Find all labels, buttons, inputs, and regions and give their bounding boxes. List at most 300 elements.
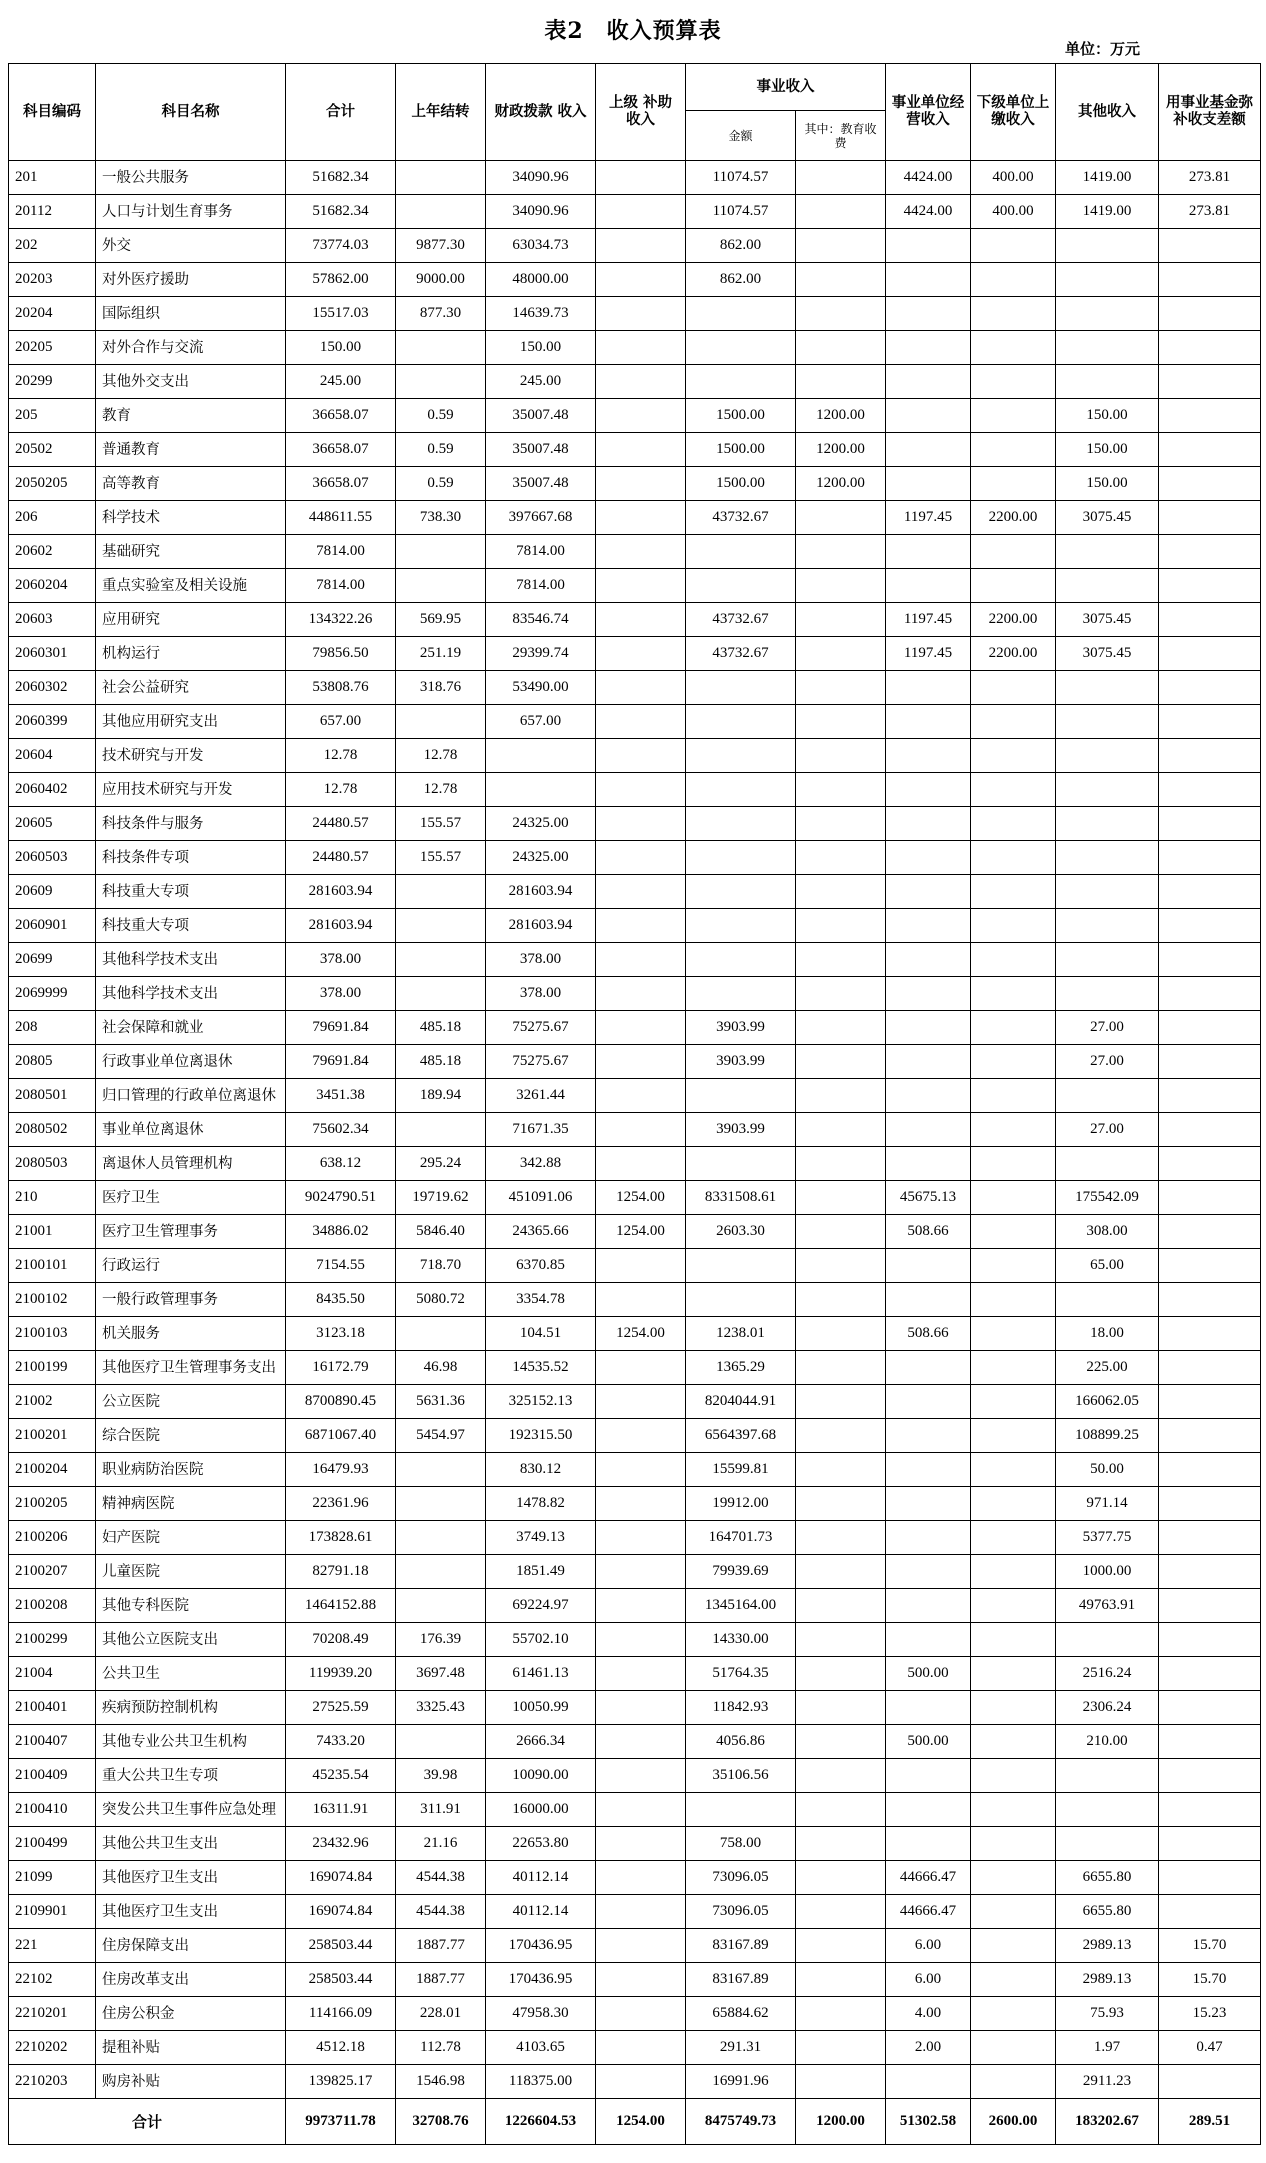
row-value: 18.00 [1056,1317,1159,1351]
row-value: 43732.67 [686,637,796,671]
row-value [1159,365,1261,399]
row-value [396,1555,486,1589]
row-value: 155.57 [396,841,486,875]
row-code: 2060901 [9,909,96,943]
row-value: 35007.48 [486,433,596,467]
row-value [1056,365,1159,399]
row-value [971,739,1056,773]
row-value: 65884.62 [686,1997,796,2031]
row-name: 其他公立医院支出 [96,1623,286,1657]
row-value [1159,1487,1261,1521]
row-value [886,1521,971,1555]
row-name: 科技重大专项 [96,909,286,943]
row-code: 2100499 [9,1827,96,1861]
row-value: 2306.24 [1056,1691,1159,1725]
row-value [1056,739,1159,773]
table-row [9,1453,1261,1487]
table-row [9,501,1261,535]
row-value: 16991.96 [686,2065,796,2099]
row-value: 738.30 [396,501,486,535]
row-value: 82791.18 [286,1555,396,1589]
table-row [9,1555,1261,1589]
row-value [1159,807,1261,841]
row-code: 2210202 [9,2031,96,2065]
row-value [796,909,886,943]
row-value [796,161,886,195]
row-name: 其他专科医院 [96,1589,286,1623]
row-value: 73096.05 [686,1861,796,1895]
row-value: 50.00 [1056,1453,1159,1487]
row-value [1159,943,1261,977]
row-value [796,1589,886,1623]
row-value [596,943,686,977]
row-value [396,365,486,399]
row-name: 离退休人员管理机构 [96,1147,286,1181]
row-value [886,807,971,841]
row-value: 108899.25 [1056,1419,1159,1453]
row-value: 7814.00 [486,535,596,569]
row-value [686,297,796,331]
row-code: 21001 [9,1215,96,1249]
row-name: 机关服务 [96,1317,286,1351]
row-value [596,909,686,943]
row-value: 258503.44 [286,1929,396,1963]
row-value [796,603,886,637]
row-value [1056,229,1159,263]
row-value: 8700890.45 [286,1385,396,1419]
table-row [9,875,1261,909]
row-value [396,1521,486,1555]
row-name: 住房改革支出 [96,1963,286,1997]
totals-row [9,2099,1261,2145]
row-value [1159,705,1261,739]
table-row [9,229,1261,263]
row-name: 社会公益研究 [96,671,286,705]
row-value: 36658.07 [286,433,396,467]
row-name: 人口与计划生育事务 [96,195,286,229]
row-value [596,1725,686,1759]
row-value [886,909,971,943]
row-value: 1887.77 [396,1929,486,1963]
totals-cell: 183202.67 [1056,2099,1159,2145]
table-title: 表2 收入预算表 [544,18,722,44]
row-value: 1.97 [1056,2031,1159,2065]
row-value: 862.00 [686,229,796,263]
row-value [1159,739,1261,773]
row-value [1056,331,1159,365]
totals-cell: 32708.76 [396,2099,486,2145]
table-row [9,1657,1261,1691]
totals-cell: 8475749.73 [686,2099,796,2145]
row-value [686,1793,796,1827]
row-code: 2100201 [9,1419,96,1453]
row-value [686,535,796,569]
row-value: 1200.00 [796,433,886,467]
row-value [396,1113,486,1147]
row-value [596,807,686,841]
row-value [971,535,1056,569]
row-code: 20602 [9,535,96,569]
totals-cell: 51302.58 [886,2099,971,2145]
table-row [9,1521,1261,1555]
row-value [971,1249,1056,1283]
row-value [971,1487,1056,1521]
table-row [9,1623,1261,1657]
row-value [971,1419,1056,1453]
table-row [9,1385,1261,1419]
row-name: 社会保障和就业 [96,1011,286,1045]
row-value: 1500.00 [686,467,796,501]
table-row [9,569,1261,603]
row-value [686,1147,796,1181]
row-value [596,263,686,297]
row-value [1159,1045,1261,1079]
row-name: 应用研究 [96,603,286,637]
row-value [971,1181,1056,1215]
row-value [971,1113,1056,1147]
row-code: 20805 [9,1045,96,1079]
row-value [971,773,1056,807]
row-code: 2210203 [9,2065,96,2099]
row-value [596,1385,686,1419]
row-value [396,161,486,195]
row-code: 2100205 [9,1487,96,1521]
row-value: 281603.94 [286,909,396,943]
table-row [9,331,1261,365]
row-value [796,1215,886,1249]
row-value [596,1555,686,1589]
row-value: 29399.74 [486,637,596,671]
row-value: 4056.86 [686,1725,796,1759]
row-value [886,1691,971,1725]
row-value [686,705,796,739]
table-row [9,2065,1261,2099]
row-value [1159,909,1261,943]
row-value: 400.00 [971,161,1056,195]
row-value [1159,1419,1261,1453]
row-value: 0.59 [396,399,486,433]
row-value [796,1079,886,1113]
row-value [796,1793,886,1827]
row-code: 2100103 [9,1317,96,1351]
row-value [971,1147,1056,1181]
row-value [796,1623,886,1657]
row-value: 7433.20 [286,1725,396,1759]
totals-cell: 1254.00 [596,2099,686,2145]
row-value [596,1079,686,1113]
table-row [9,1725,1261,1759]
row-value [596,1895,686,1929]
table-row [9,1759,1261,1793]
row-value: 7814.00 [486,569,596,603]
totals-cell: 1200.00 [796,2099,886,2145]
row-code: 20205 [9,331,96,365]
header-operating: 事业单位经营收入 [886,64,971,161]
row-value [686,365,796,399]
row-value: 3261.44 [486,1079,596,1113]
row-value [796,977,886,1011]
row-value [886,1623,971,1657]
row-value [1159,637,1261,671]
row-value [971,1079,1056,1113]
row-value [1159,1385,1261,1419]
row-value: 170436.95 [486,1929,596,1963]
row-value [1159,1555,1261,1589]
row-code: 20603 [9,603,96,637]
row-value [796,1351,886,1385]
row-code: 2100208 [9,1589,96,1623]
row-value: 19719.62 [396,1181,486,1215]
row-value [396,535,486,569]
row-value [596,1249,686,1283]
row-value [486,739,596,773]
row-value [886,739,971,773]
row-value: 11842.93 [686,1691,796,1725]
row-value: 16311.91 [286,1793,396,1827]
row-value: 5846.40 [396,1215,486,1249]
row-code: 2050205 [9,467,96,501]
row-value: 6.00 [886,1963,971,1997]
row-value: 1500.00 [686,433,796,467]
row-value [1159,773,1261,807]
row-name: 重大公共卫生专项 [96,1759,286,1793]
table-row [9,603,1261,637]
table-row [9,705,1261,739]
row-value [1159,569,1261,603]
row-value [396,1317,486,1351]
row-value: 6370.85 [486,1249,596,1283]
row-value [886,1011,971,1045]
row-name: 一般行政管理事务 [96,1283,286,1317]
row-value [1159,1691,1261,1725]
row-value: 971.14 [1056,1487,1159,1521]
row-code: 2100206 [9,1521,96,1555]
header-carryover: 上年结转 [396,64,486,161]
totals-cell: 289.51 [1159,2099,1261,2145]
row-value: 0.59 [396,467,486,501]
row-value: 342.88 [486,1147,596,1181]
row-value: 4544.38 [396,1895,486,1929]
row-code: 2100409 [9,1759,96,1793]
row-value [596,2031,686,2065]
row-value: 75275.67 [486,1011,596,1045]
row-value [971,1827,1056,1861]
row-value [1159,229,1261,263]
row-value: 21.16 [396,1827,486,1861]
row-value [971,943,1056,977]
row-value: 155.57 [396,807,486,841]
row-code: 2060204 [9,569,96,603]
header-code: 科目编码 [9,64,96,161]
row-value: 281603.94 [486,909,596,943]
row-value: 378.00 [486,977,596,1011]
row-value [796,195,886,229]
row-value: 15517.03 [286,297,396,331]
row-value: 245.00 [286,365,396,399]
row-code: 22102 [9,1963,96,1997]
row-value: 3075.45 [1056,637,1159,671]
table-row [9,943,1261,977]
totals-cell: 1226604.53 [486,2099,596,2145]
unit-label: 单位：万元 [1065,40,1141,58]
row-value [396,569,486,603]
row-value: 2516.24 [1056,1657,1159,1691]
row-value [1056,1759,1159,1793]
table-row [9,433,1261,467]
row-value: 23432.96 [286,1827,396,1861]
row-value: 150.00 [486,331,596,365]
row-value: 4512.18 [286,2031,396,2065]
row-value [971,1623,1056,1657]
row-value: 34886.02 [286,1215,396,1249]
row-value: 1200.00 [796,399,886,433]
row-value: 61461.13 [486,1657,596,1691]
row-name: 医疗卫生管理事务 [96,1215,286,1249]
header-total: 合计 [286,64,396,161]
row-value: 14330.00 [686,1623,796,1657]
row-value: 569.95 [396,603,486,637]
table-row [9,1011,1261,1045]
row-value [796,705,886,739]
row-value: 27.00 [1056,1011,1159,1045]
row-value: 1546.98 [396,2065,486,2099]
row-value: 1254.00 [596,1181,686,1215]
row-value: 10090.00 [486,1759,596,1793]
row-value [886,1045,971,1079]
row-value [886,1759,971,1793]
row-value [796,1759,886,1793]
row-value [1159,875,1261,909]
row-code: 21099 [9,1861,96,1895]
row-value: 189.94 [396,1079,486,1113]
row-value [971,331,1056,365]
row-value [971,297,1056,331]
row-value: 114166.09 [286,1997,396,2031]
table-row [9,1249,1261,1283]
row-value [596,535,686,569]
row-value [796,1997,886,2031]
row-value [596,1487,686,1521]
row-value: 35007.48 [486,399,596,433]
row-value: 5377.75 [1056,1521,1159,1555]
row-value [971,1929,1056,1963]
row-value [796,1045,886,1079]
row-value [886,1487,971,1521]
row-name: 突发公共卫生事件应急处理 [96,1793,286,1827]
row-value: 1197.45 [886,637,971,671]
row-value: 862.00 [686,263,796,297]
row-value: 2989.13 [1056,1929,1159,1963]
row-value [886,1147,971,1181]
row-value [971,467,1056,501]
table-row [9,1929,1261,1963]
table-row [9,671,1261,705]
row-name: 其他专业公共卫生机构 [96,1725,286,1759]
row-name: 职业病防治医院 [96,1453,286,1487]
row-value: 3903.99 [686,1045,796,1079]
row-value [796,841,886,875]
table-row [9,1861,1261,1895]
row-value [971,569,1056,603]
row-value [596,977,686,1011]
row-value [796,297,886,331]
row-value [796,1147,886,1181]
row-value [1159,399,1261,433]
row-value [971,671,1056,705]
row-value [596,161,686,195]
table-body [9,161,1261,2099]
row-name: 教育 [96,399,286,433]
row-value: 1254.00 [596,1215,686,1249]
row-value: 378.00 [286,977,396,1011]
row-value [796,1963,886,1997]
row-name: 其他应用研究支出 [96,705,286,739]
row-value: 1478.82 [486,1487,596,1521]
row-value: 57862.00 [286,263,396,297]
row-value [596,1691,686,1725]
row-value [596,739,686,773]
row-value [596,1351,686,1385]
row-value: 36658.07 [286,467,396,501]
row-value: 79856.50 [286,637,396,671]
row-value: 1345164.00 [686,1589,796,1623]
income-budget-table [8,63,1261,2145]
row-value [886,671,971,705]
table-row [9,1079,1261,1113]
row-name: 技术研究与开发 [96,739,286,773]
row-value [1159,501,1261,535]
row-code: 210 [9,1181,96,1215]
row-value [1159,1147,1261,1181]
row-value: 16000.00 [486,1793,596,1827]
row-value: 16479.93 [286,1453,396,1487]
row-value [796,1283,886,1317]
row-value [886,569,971,603]
row-value: 75602.34 [286,1113,396,1147]
row-value: 1254.00 [596,1317,686,1351]
row-value: 6.00 [886,1929,971,1963]
row-value [1056,943,1159,977]
header-fiscal: 财政拨款 收入 [486,64,596,161]
row-value [971,1283,1056,1317]
row-value [886,467,971,501]
row-code: 20604 [9,739,96,773]
header-other: 其他收入 [1056,64,1159,161]
row-value: 1197.45 [886,603,971,637]
row-value [1159,1521,1261,1555]
row-value [596,1147,686,1181]
row-value [971,365,1056,399]
row-value: 9024790.51 [286,1181,396,1215]
table-row [9,1589,1261,1623]
row-value: 73096.05 [686,1895,796,1929]
row-value [396,705,486,739]
row-value: 3697.48 [396,1657,486,1691]
row-value: 0.47 [1159,2031,1261,2065]
row-name: 行政事业单位离退休 [96,1045,286,1079]
row-value [886,433,971,467]
row-value: 7814.00 [286,569,396,603]
row-value [796,1181,886,1215]
row-value: 43732.67 [686,501,796,535]
row-value [596,1419,686,1453]
row-value [971,263,1056,297]
row-value: 2200.00 [971,603,1056,637]
row-value: 1200.00 [796,467,886,501]
row-code: 20609 [9,875,96,909]
row-value [1159,671,1261,705]
row-value [886,263,971,297]
